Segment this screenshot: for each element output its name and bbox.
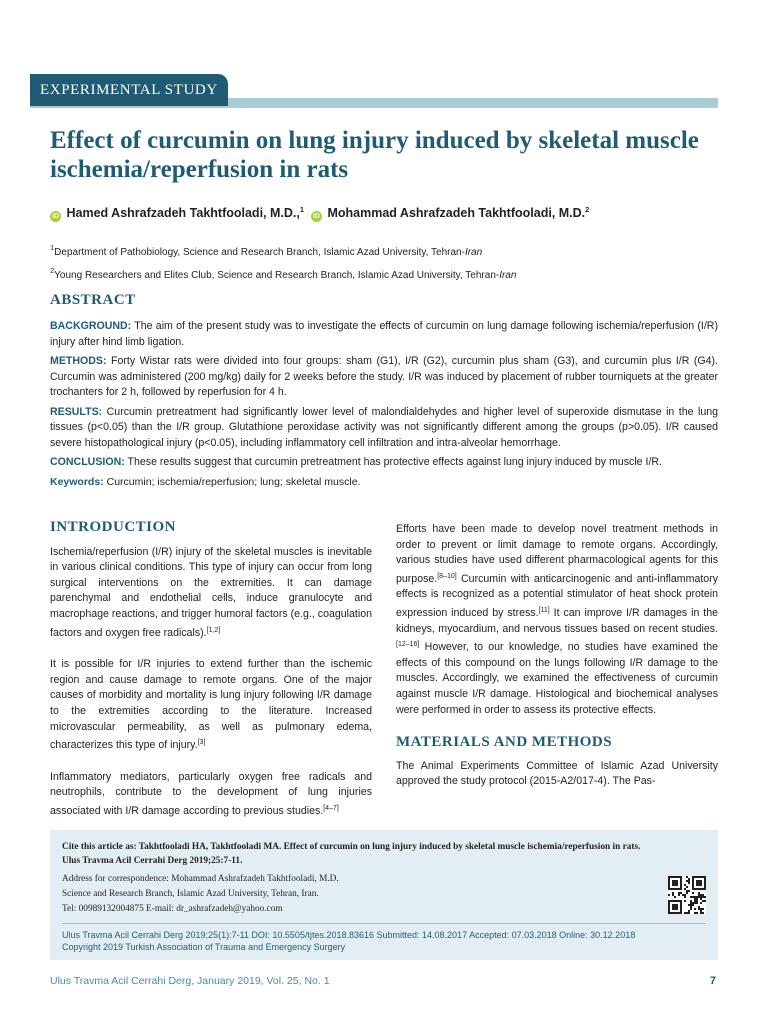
background-text: The aim of the present study was to investigate the effects of curcumin on lung damage following ischemia/reperfusion (I/R) injury after hind limb ligation. — [50, 320, 718, 348]
correspondence — [62, 872, 706, 917]
citation-ref[interactable]: [8–10] — [437, 572, 457, 580]
abstract-methods — [50, 354, 718, 401]
citation-ref[interactable]: [1,2] — [206, 626, 221, 634]
abstract-conclusion — [50, 455, 718, 471]
conclusion-text: These results suggest that curcumin pretreatment has protective effects against lung injury induced by muscle I/R. — [127, 456, 662, 468]
methods-paragraph: The Animal Experiments Committee of Islamic Azad University approved the study protocol (2015-A2/017-4). The Pas- — [396, 759, 718, 788]
cite-as — [62, 840, 706, 868]
corr-line: Address for correspondence: Mohammad Ashrafzadeh Takhtfooladi, M.D. — [62, 874, 339, 884]
cite-line: Cite this article as: Takhtfooladi HA, Takhtfooladi MA. Effect of curcumin on lung injury induced by skeletal muscle ischemia/reperfusion in rats. — [62, 842, 641, 852]
page-number: 7 — [709, 975, 716, 987]
abstract-body — [50, 319, 718, 494]
intro-text: It is possible for I/R injuries to extend further than the ischemic region and cause damage to remote organs. One of the major causes of morbidity and mortality is lung injury following I/R damage to the extremities according to the literature. Increased microvascular permeability, as well as pulmonary edema, characterizes this type of injury. — [50, 658, 372, 752]
doi-line: Ulus Travma Acil Cerrahi Derg 2019;25(1):7-11 DOI: 10.5505/tjtes.2018.83616 Submitted: 14.08.2017 Accepted: 07.03.2018 Online: 30.12.2018 — [62, 930, 636, 940]
methods-label: METHODS: — [50, 355, 107, 367]
methods-heading: MATERIALS AND METHODS — [396, 734, 613, 751]
affiliation — [50, 262, 516, 285]
article-title: Effect of curcumin on lung injury induced by skeletal muscle ischemia/reperfusion in rats — [50, 127, 699, 183]
citation-ref[interactable]: [12–16] — [396, 641, 420, 649]
orcid-icon[interactable]: iD — [52, 213, 59, 220]
cite-line: Ulus Travma Acil Cerrahi Derg 2019;25:7-11. — [62, 856, 243, 866]
affil-country: Iran — [499, 270, 517, 281]
affiliations — [50, 239, 516, 285]
introduction-heading: INTRODUCTION — [50, 519, 177, 535]
orcid-icon[interactable]: iD — [312, 213, 320, 220]
left-column — [50, 520, 372, 820]
intro-text: Curcumin with anticarcinogenic and anti-inflammatory effects is recognized as a potential stimulator of heat shock protein expression induced by stress. — [396, 572, 718, 619]
abstract-background — [50, 319, 718, 350]
abstract-results — [50, 405, 718, 452]
footer-journal: Ulus Travma Acil Cerrahi Derg, January 2019, Vol. 25, No. 1 — [50, 975, 330, 987]
copyright: Copyright 2019 Turkish Association of Trauma and Emergency Surgery — [62, 942, 346, 952]
methods-text: Forty Wistar rats were divided into four groups: sham (G1), I/R (G2), curcumin plus sham (G3), and curcumin plus I/R (G4). Curcumin was administered (200 mg/kg) daily for 2 weeks before the study. I/R was induced by placement of rubber tourniquets at the greater trochanters for 2 h, followed by reperfusion for 4 h. — [50, 355, 718, 398]
conclusion-label: CONCLUSION: — [50, 456, 125, 468]
right-column — [396, 520, 718, 790]
background-label: BACKGROUND: — [50, 320, 132, 332]
intro-text: However, to our knowledge, no studies have examined the effects of this compound on the lungs following I/R damage to the muscles. Accordingly, we examined the effectiveness of curcumin against muscle I/R damage. Histological and biochemical analyses were performed in order to assess its protective effects. — [396, 641, 718, 716]
affil-num: 2 — [50, 266, 55, 275]
intro-paragraph — [50, 657, 372, 754]
intro-text: It can improve I/R damages in the kidneys, myocardium, and nervous tissues based on recent studies. — [396, 606, 718, 635]
corr-line: Tel: 00989132004875 E-mail: dr_ashrafzadeh@yahoo.com — [62, 904, 283, 914]
corr-line: Science and Research Branch, Islamic Azad University, Tehran, Iran. — [62, 889, 319, 899]
qr-code-icon[interactable] — [668, 876, 706, 914]
intro-paragraph — [50, 770, 372, 820]
abstract-heading: ABSTRACT — [50, 292, 136, 308]
divider — [62, 923, 706, 924]
keywords-text: Curcumin; ischemia/reperfusion; lung; skeletal muscle. — [106, 475, 361, 488]
intro-paragraph — [50, 545, 372, 642]
citation-ref[interactable]: [11] — [538, 606, 550, 614]
keywords-label: Keywords: — [50, 475, 104, 488]
author-name: Hamed Ashrafzadeh Takhtfooladi, M.D., — [66, 206, 300, 220]
affil-num: 1 — [50, 243, 55, 252]
affiliation — [50, 239, 516, 262]
affil-text: Young Researchers and Elites Club, Science and Research Branch, Islamic Azad University, Tehran- — [54, 270, 500, 281]
article-type-banner: EXPERIMENTAL STUDY — [30, 74, 228, 106]
author-affil-sup: 1 — [299, 205, 305, 214]
author-affil-sup: 2 — [585, 205, 590, 214]
intro-text: Inflammatory mediators, particularly oxygen free radicals and neutrophils, contribute to the development of lung injuries associated with I/R damage according to previous studies. — [50, 770, 372, 817]
results-text: Curcumin pretreatment had significantly lower level of malondialdehydes and higher level of superoxide dismutase in the lung tissues (p<0.05) than the I/R group. Glutathione peroxidase activity was not significantly different among the groups (p>0.05). I/R caused severe histopathological injury (p<0.05), including inflammatory cell infiltration and intra-alveolar hemorrhage. — [50, 405, 718, 449]
citation-box — [50, 830, 718, 960]
results-label: RESULTS: — [50, 405, 103, 418]
citation-ref[interactable]: [4–7] — [323, 804, 339, 812]
keywords — [50, 475, 718, 491]
intro-paragraph — [396, 522, 718, 718]
author-line — [50, 205, 589, 222]
intro-text: Ischemia/reperfusion (I/R) injury of the skeletal muscles is inevitable in various clinical conditions. This type of injury can occur from long surgical interventions on the extremities. It can damage parenchymal and endothelial cells, induce granulocyte and macrophage reactions, and trigger humoral factors (e.g., coagulation factors and oxygen free radicals). — [50, 545, 372, 639]
citation-ref[interactable]: [3] — [197, 739, 206, 747]
intro-text: Efforts have been made to develop novel treatment methods in order to prevent or limit damage to remote organs. Accordingly, various studies have used different pharmacological agents for this purpose. — [396, 523, 718, 585]
author-name: Mohammad Ashrafzadeh Takhtfooladi, M.D. — [327, 206, 586, 220]
affil-text: Department of Pathobiology, Science and Research Branch, Islamic Azad University, Tehran- — [54, 247, 465, 258]
affil-country: Iran — [464, 247, 483, 258]
